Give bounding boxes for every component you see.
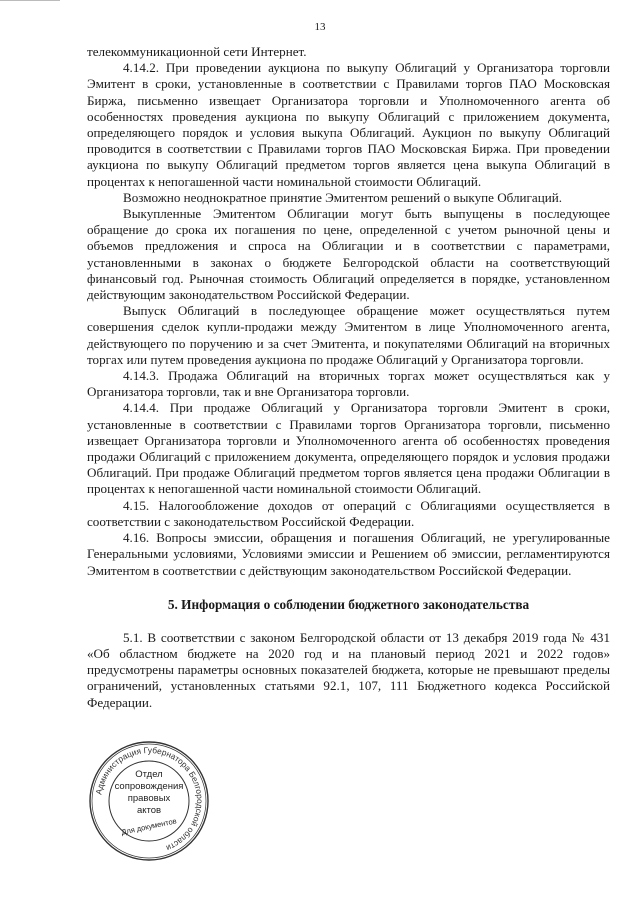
paragraph: 4.16. Вопросы эмиссии, обращения и погашения Облигаций, не урегулированные Генеральными условиями, Условиями эмиссии и Решением об эмиссии, регламентируются Эмитентом в соответствии с действующим законодательством Российской Федерации. <box>87 530 610 578</box>
paragraph: Возможно неоднократное принятие Эмитентом решений о выкупе Облигаций. <box>123 189 563 205</box>
stamp <box>88 740 210 862</box>
paragraph: 5.1. В соответствии с законом Белгородской области от 13 декабря 2019 года № 431 «Об областном бюджете на 2020 год и на плановый период 2021 и 2022 годов» предусмотрены параметры основных показателей бюджета, которые не превышают пределы ограничений, установленных статьями 92.1, 107, 111 Бюджетного кодекса Российской Федерации. <box>87 629 610 710</box>
stamp-center <box>88 740 210 862</box>
paragraph: Выпуск Облигаций в последующее обращение может осуществляться путем совершения сделок купли-продажи между Эмитентом в лице Уполномоченного агента, действующего по поручению и за счет Эмитента, и покупателями Облигаций на вторичных торгах или путем проведения аукциона по продаже Облигаций у Организатора торговли. <box>87 303 610 367</box>
paragraph: Выкупленные Эмитентом Облигации могут быть выпущены в последующее обращение до срока их погашения по цене, определенной с учетом рыночной цены и объемов предложения и спроса на Облигации и в соответствии с параметрами, установленными в законах о бюджете Белгородской области на соответствующий финансовый год. Рыночная стоимость Облигаций определяется в порядке, установленном действующим законодательством Российской Федерации. <box>87 206 610 303</box>
document-body <box>87 44 610 711</box>
stamp-line: Отдел <box>135 769 163 780</box>
paragraph: 4.15. Налогообложение доходов от операций с Облигациями осуществляется в соответствии с законодательством Российской Федерации. <box>87 497 610 529</box>
paragraphs-before-heading <box>87 44 610 579</box>
paragraph: 4.14.2. При проведении аукциона по выкупу Облигаций у Организатора торговли Эмитент в сроки, установленные в соответствии с Правилами торгов ПАО Московская Биржа, письменно извещает Организатора торговли и Уполномоченного агента об особенностях проведения аукциона по выкупу Облигаций с приложением документа, определяющего порядок и условия выкупа Облигаций. Аукцион по выкупу Облигаций проводится в соответствии с Правилами торгов ПАО Московская Биржа. При проведении аукциона по выкупу Облигаций предметом торгов является цена выкупа Облигаций в процентах к непогашенной части номинальной стоимости Облигаций. <box>87 60 610 189</box>
stamp-line: сопровождения <box>114 781 184 792</box>
paragraph: телекоммуникационной сети Интернет. <box>87 44 307 59</box>
stamp-line: актов <box>136 805 162 816</box>
paragraph: 4.14.3. Продажа Облигаций на вторичных торгах может осуществляться как у Организатора торговли, так и вне Организатора торговли. <box>87 368 610 400</box>
paragraphs-after-heading <box>87 630 610 711</box>
page-number: 13 <box>314 21 326 33</box>
stamp-ring-text: Администрация Губернатора Белгородской области <box>93 744 206 854</box>
stamp-bottom-text: Для документов <box>120 816 178 837</box>
section-heading: 5. Информация о соблюдении бюджетного законодательства <box>167 596 530 612</box>
paragraph: 4.14.4. При продаже Облигаций у Организатора торговли Эмитент в сроки, установленные в соответствии с Правилами торгов Организатора торговли, письменно извещает Организатора торговли и Уполномоченного агента об особенностях проведения продажи Облигаций с приложением документа, определяющего порядок и условия продажи Облигаций. При продаже Облигаций предметом торгов является цена продажи Облигации в процентах к непогашенной части номинальной стоимости Облигаций. <box>87 400 610 497</box>
stamp-line: правовых <box>127 793 171 804</box>
scan-edge-mark <box>0 0 60 1</box>
